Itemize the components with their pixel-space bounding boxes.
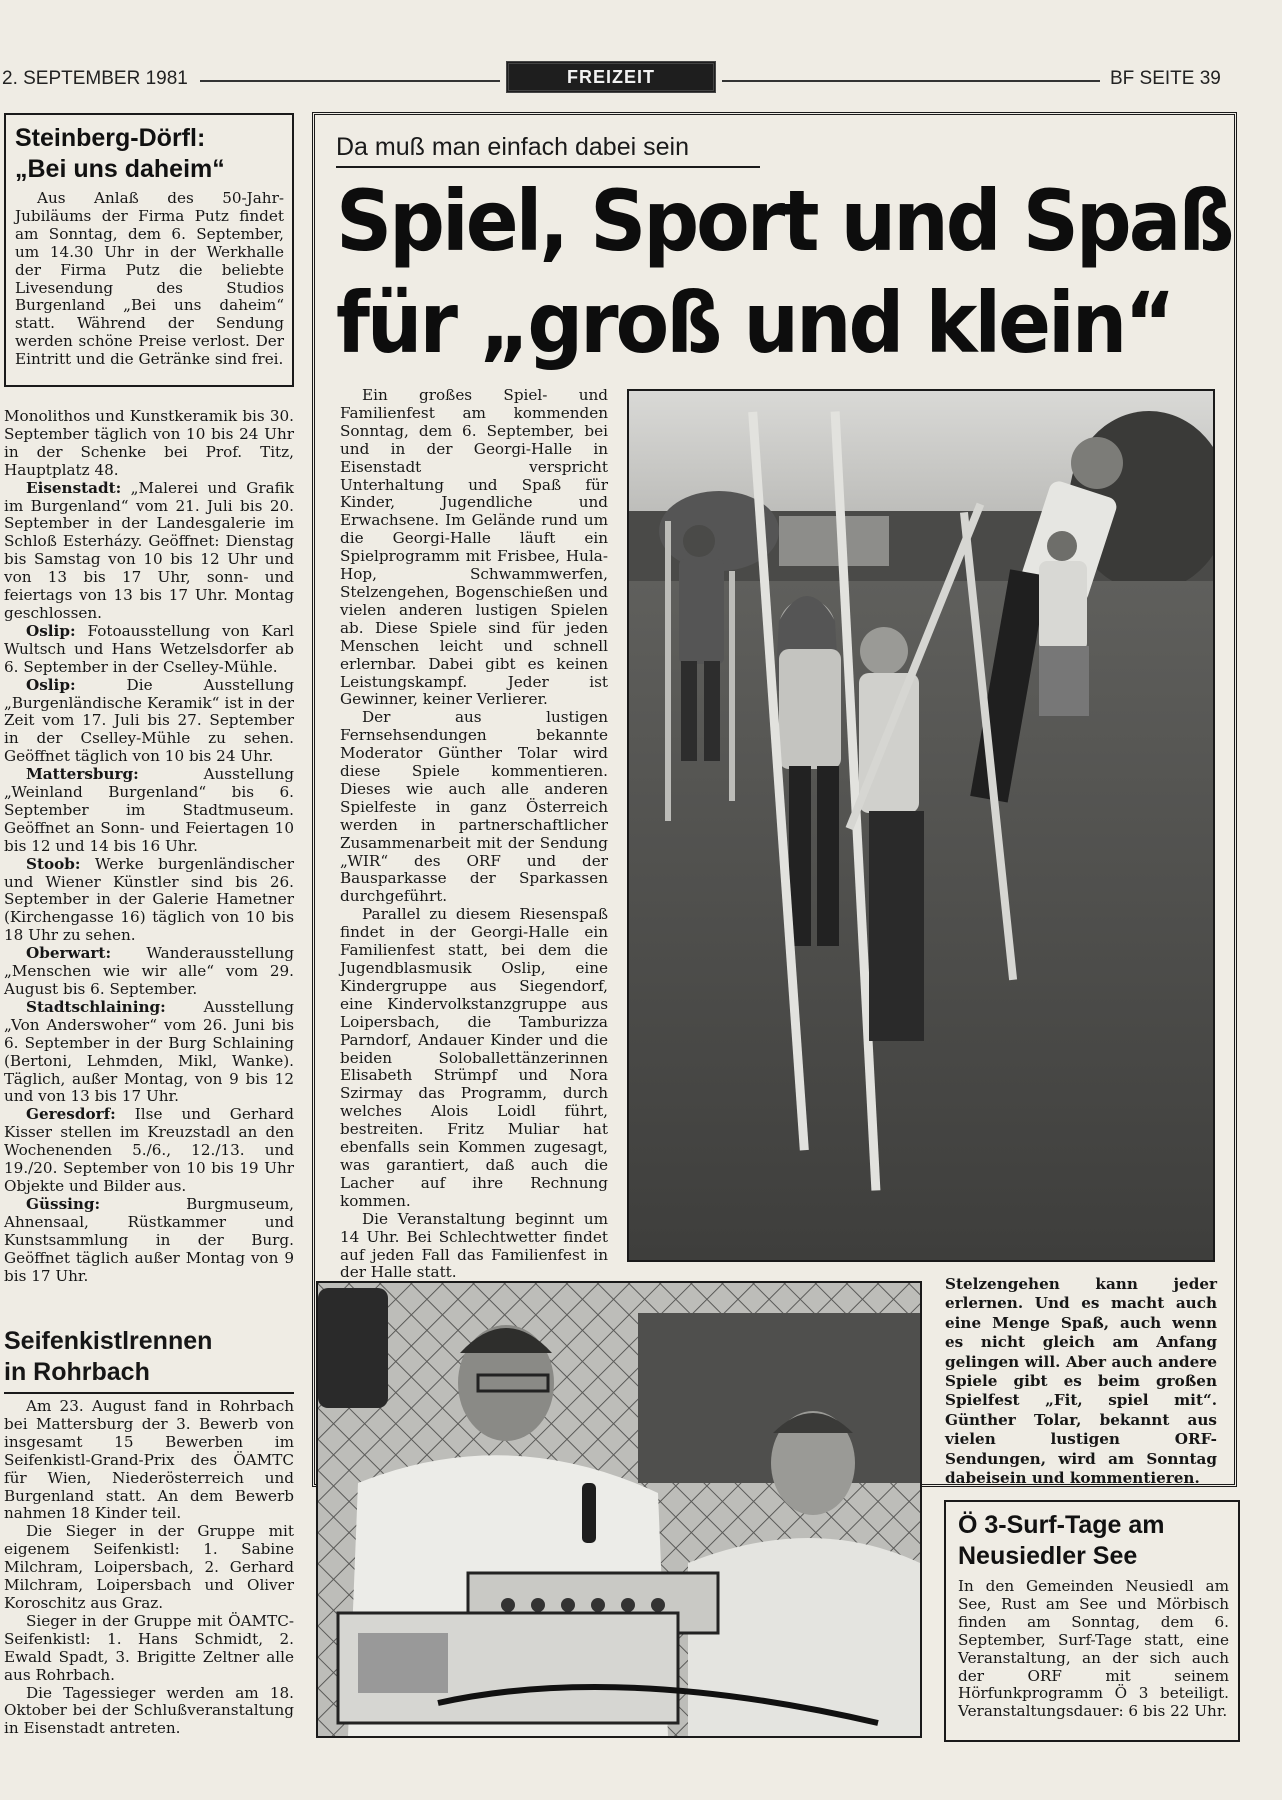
- exhibition-item: Monolithos und Kunstkeramik bis 30. September täglich von 10 bis 24 Uhr in der Schenke bei Prof. Titz, Hauptplatz 48.: [4, 407, 294, 479]
- exhibitions-list: [4, 408, 294, 1285]
- seifenkistl-rule: [4, 1392, 294, 1394]
- feature-kicker: Da muß man einfach dabei sein: [336, 133, 689, 161]
- steinberg-title-1: Steinberg-Dörfl:: [15, 124, 206, 152]
- seifenkistl-article: [4, 1326, 294, 1738]
- stilts-photo: [627, 389, 1215, 1262]
- feature-headline-2: für „groß und klein“: [336, 275, 1173, 373]
- tolar-photo: [316, 1281, 922, 1738]
- stilts-photo-illustration: [629, 391, 1213, 1260]
- photo-caption: Stelzengehen kann jeder erlernen. Und es macht auch eine Menge Spaß, auch wenn es nicht gleich am Anfang gelingen will. Aber auch andere Spiele gibt es beim großen Spielfest „Fit, spiel mit“. Günther Tolar, bekannt aus vielen lustigen ORF-Sendungen, wird am Sonntag dabeisein und kommentieren.: [945, 1275, 1217, 1488]
- exhibition-item: Mattersburg: Ausstellung „Weinland Burgenland“ bis 6. September im Stadtmuseum. Geöffnet an Sonn- und Feiertagen 10 bis 12 und 14 bis 16 Uhr.: [4, 765, 294, 855]
- exhibition-item: Eisenstadt: „Malerei und Grafik im Burgenland“ vom 21. Juli bis 20. September in der Landesgalerie im Schloß Esterházy. Geöffnet: Dienstag bis Samstag von 10 bis 12 Uhr und von 13 bis 17 Uhr, sonn- und feiertags von 13 bis 17 Uhr. Montag geschlossen.: [4, 478, 294, 622]
- issue-date: 2. SEPTEMBER 1981: [2, 68, 188, 89]
- exhibition-item: Stadtschlaining: Ausstellung „Von Anderswoher“ vom 26. Juni bis 6. September in der Burg Schlaining (Bertoni, Lehmden, Mikl, Wanke). Täglich, außer Montag, von 9 bis 12 und von 13 bis 17 Uhr.: [4, 997, 294, 1106]
- header-rule-right: [722, 80, 1100, 82]
- exhibition-item: Oslip: Die Ausstellung „Burgenländische Keramik“ ist in der Zeit vom 17. Juli bis 27. September in der Cselley-Mühle zu sehen. Geöffnet täglich von 10 bis 24 Uhr.: [4, 675, 294, 766]
- feature-headline-1: Spiel, Sport und Spaß: [336, 173, 1232, 271]
- surf-title-2: Neusiedler See: [958, 1542, 1138, 1570]
- tolar-photo-illustration: [318, 1283, 920, 1736]
- surf-body: In den Gemeinden Neusiedl am See, Rust am See und Mörbisch finden am Sonntag, dem 6. September, Surf-Tage statt, eine Veranstaltung, an der sich auch der ORF mit seinem Hörfunkprogramm Ö 3 beteiligt. Veranstaltungsdauer: 6 bis 22 Uhr.: [958, 1577, 1229, 1721]
- exhibition-item: Geresdorf: Ilse und Gerhard Kisser stellen im Kreuzstadl an den Wochenenden 5./6., 12./13. und 19./20. September von 10 bis 19 Uhr Objekte und Bilder aus.: [4, 1105, 295, 1195]
- seifenkistl-title-1: Seifenkistlrennen: [4, 1327, 213, 1355]
- header-rule-left: [200, 80, 500, 82]
- seifenkistl-body: Am 23. August fand in Rohrbach bei Mattersburg der 3. Bewerb von insgesamt 15 Bewerben im Seifenkistl-Grand-Prix des ÖAMTC für Wien, Niederösterreich und Burgenland statt. An dem Bewerb nahmen 18 Kinder teil. Die Sieger in der Gruppe mit eigenem Seifenkistl: 1. Sabine Milchram, Loipersbach, 2. Gerhard Milchram, Loipersbach und Oliver Koroschitz aus Graz. Sieger in der Gruppe mit ÖAMTC-Seifenkistl: 1. Hans Schmidt, 2. Ewald Spadt, 3. Brigitte Zeltner alle aus Rohrbach. Die Tagessieger werden am 18. Oktober bei der Schlußveranstaltung in Eisenstadt antreten.: [4, 1397, 294, 1738]
- exhibition-item: Stoob: Werke burgenländischer und Wiener Künstler sind bis 26. September in der Galerie Hametner (Kirchengasse 16) täglich von 10 bis 18 Uhr zu sehen.: [4, 854, 294, 945]
- steinberg-title-2: „Bei uns daheim“: [15, 155, 225, 183]
- section-label: FREIZEIT: [567, 66, 655, 87]
- steinberg-body: Aus Anlaß des 50-Jahr-Jubiläums der Firma Putz findet am Sonntag, dem 6. September, um 14.30 Uhr in der Werkhalle der Firma Putz die beliebte Livesendung des Studios Burgenland „Bei uns daheim“ statt. Während der Sendung werden schöne Preise verlost. Der Eintritt und die Getränke sind frei.: [15, 189, 284, 369]
- exhibition-item: Oslip: Fotoausstellung von Karl Wultsch und Hans Wetzelsdorfer ab 6. September in der Cselley-Mühle.: [4, 621, 294, 676]
- kicker-rule: [336, 166, 760, 168]
- seifenkistl-title-2: in Rohrbach: [4, 1358, 150, 1386]
- section-badge: [506, 61, 716, 93]
- surf-box: [944, 1500, 1240, 1742]
- steinberg-box: [4, 113, 294, 387]
- exhibition-item: Oberwart: Wanderausstellung „Menschen wie wir alle“ vom 29. August bis 6. September.: [4, 944, 294, 998]
- feature-body: Ein großes Spiel- und Familienfest am kommenden Sonntag, dem 6. September, bei und in der Georgi-Halle in Eisenstadt verspricht Unterhaltung und Spaß für Kinder, Jugendliche und Erwachsene. Im Gelände rund um die Georgi-Halle läuft ein Spielprogramm mit Frisbee, Hula-Hop, Schwammwerfen, Stelzengehen, Bogenschießen und vielen anderen lustigen Spielen ab. Diese Spiele sind für jeden Menschen leicht und schnell erlernbar. Dabei gibt es keinen Leistungskampf. Jeder ist Gewinner, keiner Verlierer. Der aus lustigen Fernsehsendungen bekannte Moderator Günther Tolar wird diese Spiele kommentieren. Dieses wie auch alle anderen Spielfeste in ganz Österreich werden in partnerschaftlicher Zusammenarbeit mit der Sendung „WIR“ des ORF und der Bausparkasse der Sparkassen durchgeführt. Parallel zu diesem Riesenspaß findet in der Georgi-Halle ein Familienfest statt, bei dem die Jugendblasmusik Oslip, eine Kindergruppe aus Siegendorf, eine Kindervolkstanzgruppe aus Loipersbach, die Tamburizza Parndorf, Andauer Kinder und die beiden Soloballettänzerinnen Elisabeth Strümpf und Nora Szirmay das Programm, durch welches Alois Loidl führt, bestreiten. Fritz Muliar hat ebenfalls sein Kommen zugesagt, was garantiert, daß auch die Lacher auf ihre Rechnung kommen. Die Veranstaltung beginnt um 14 Uhr. Bei Schlechtwetter findet auf jeden Fall das Familienfest in der Halle statt.: [340, 386, 608, 1282]
- exhibition-item: Güssing: Burgmuseum, Ahnensaal, Rüstkammer und Kunstsammlung in der Burg. Geöffnet täglich außer Montag von 9 bis 17 Uhr.: [4, 1194, 294, 1285]
- surf-title-1: Ö 3-Surf-Tage am: [958, 1511, 1165, 1539]
- page-number: BF SEITE 39: [1110, 68, 1221, 89]
